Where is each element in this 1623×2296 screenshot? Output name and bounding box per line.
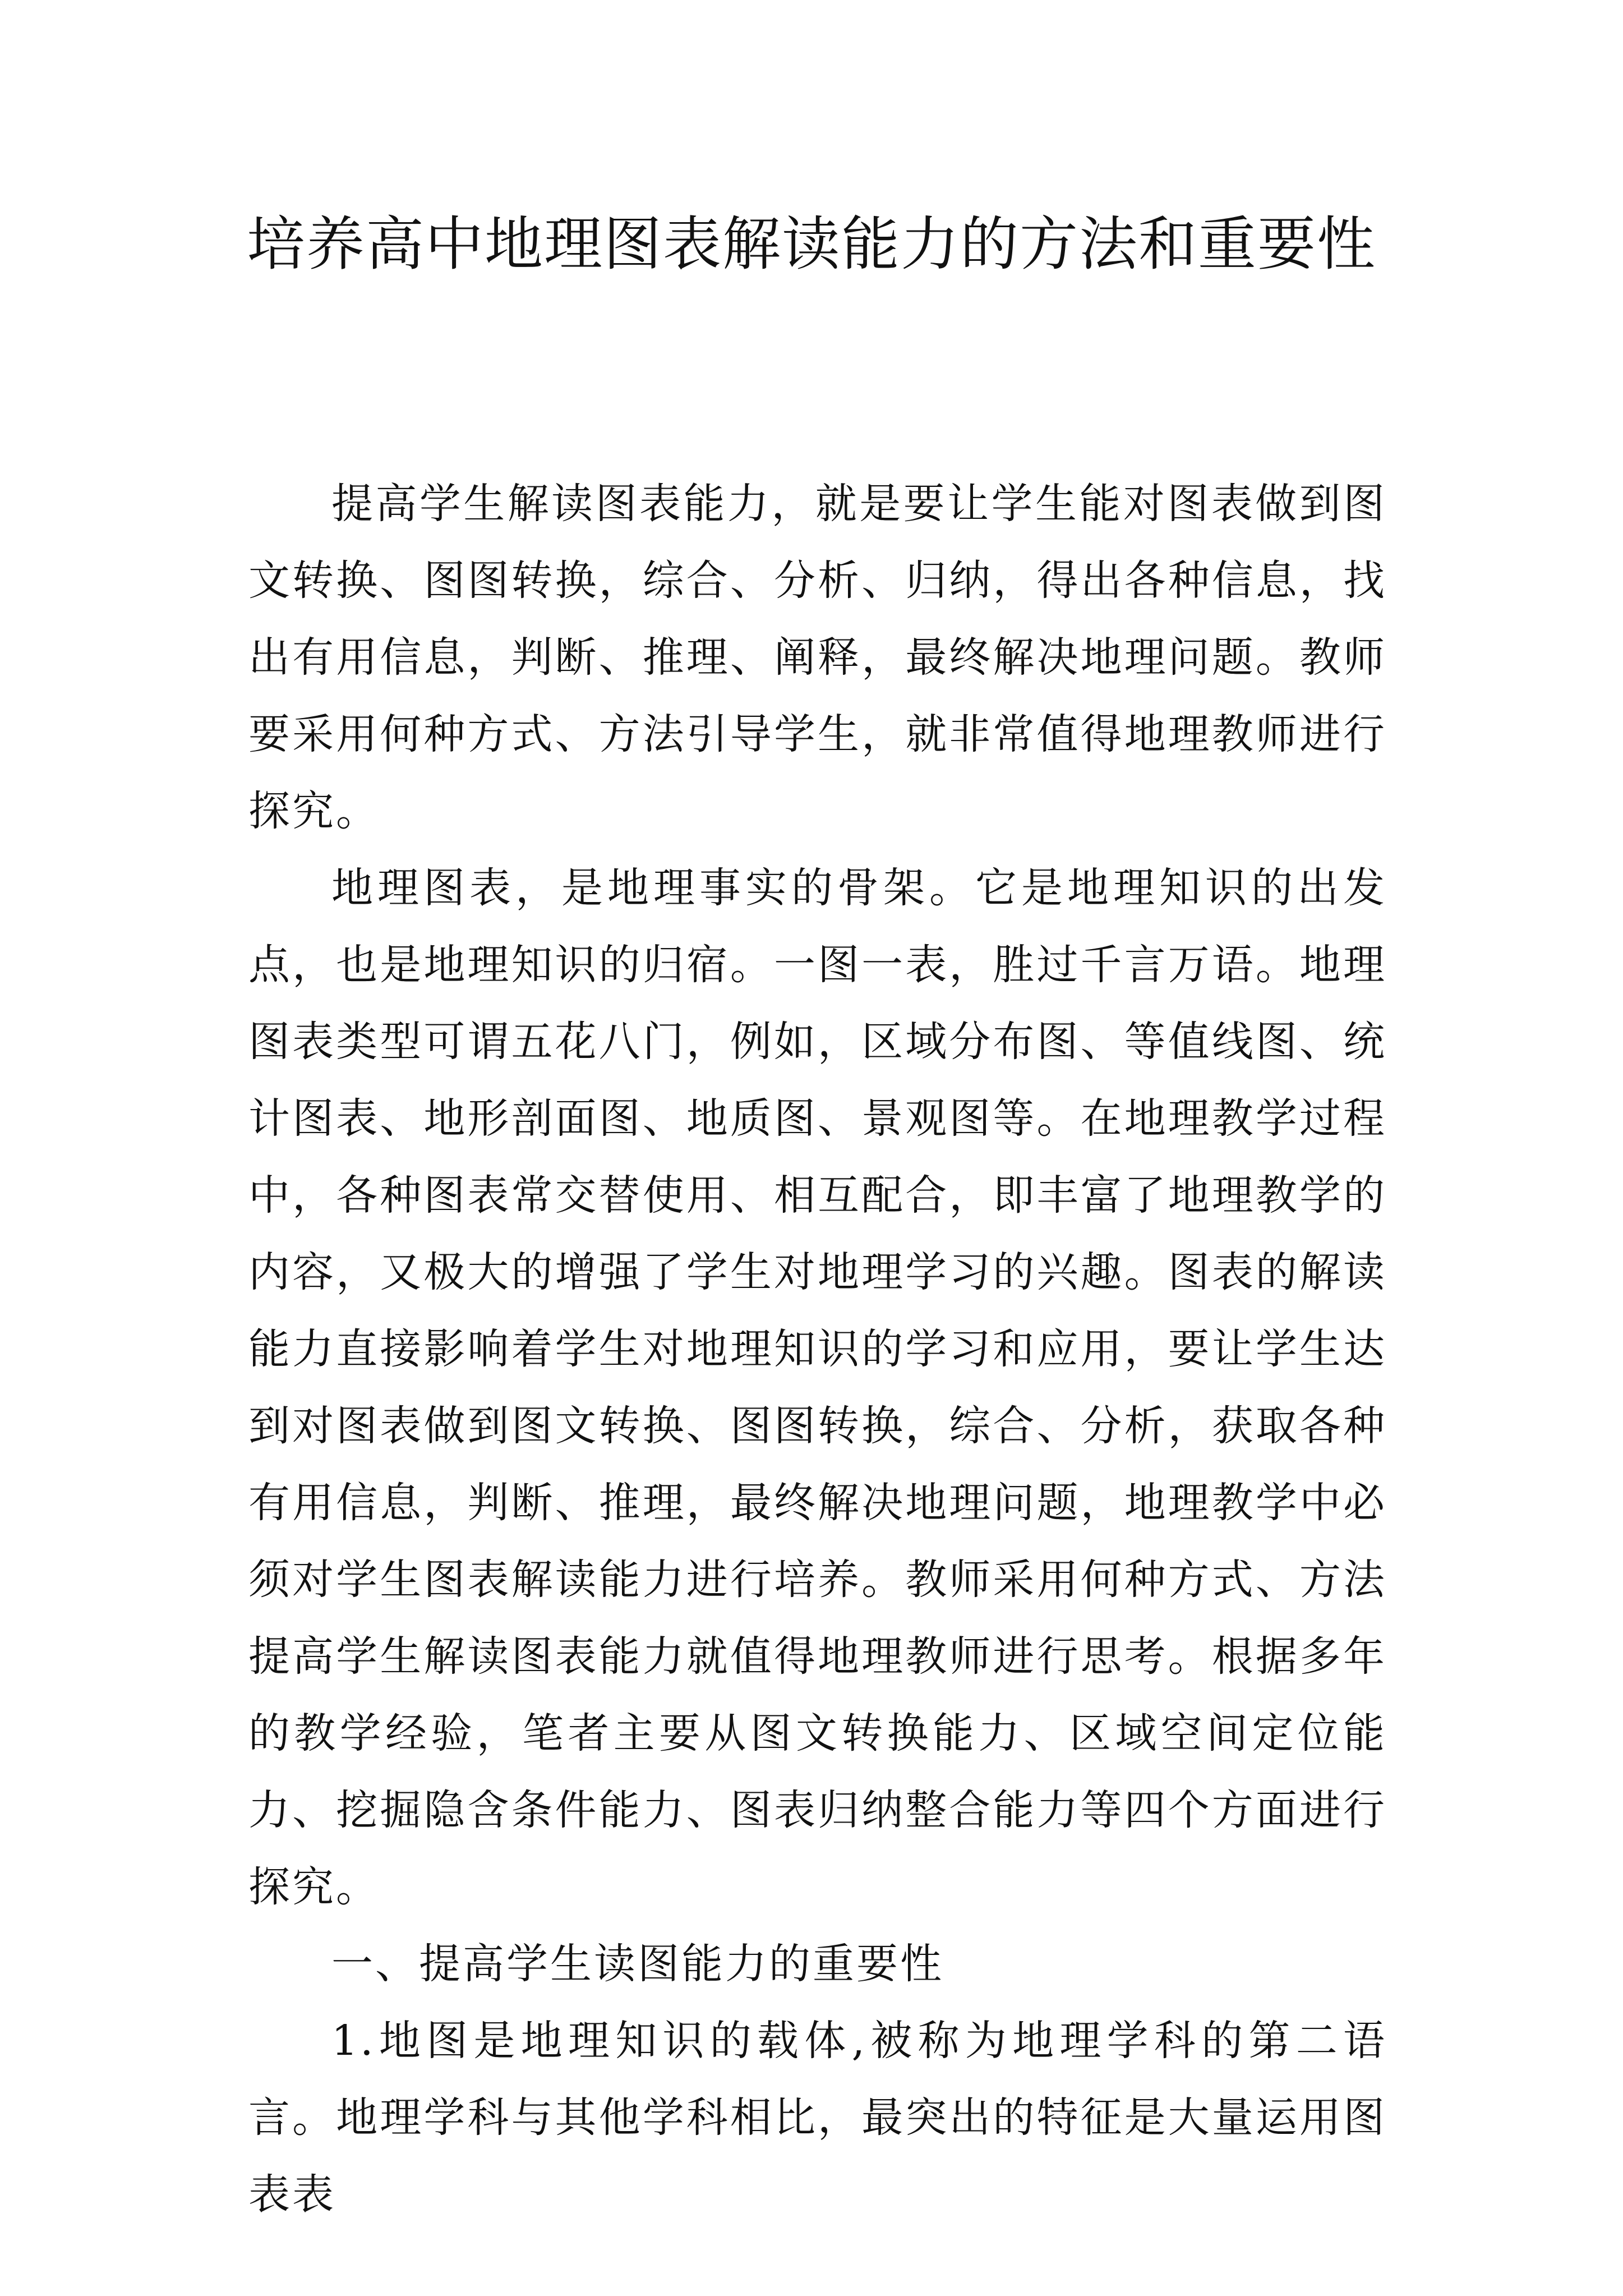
paragraph-map-carrier: 1.地图是地理知识的载体,被称为地理学科的第二语言。地理学科与其他学科相比，最突出的特征是大量运用图表表 <box>248 2017 1387 2219</box>
document-title: 培养高中地理图表解读能力的方法和重要性 <box>246 210 1376 278</box>
document-body <box>248 466 1387 2233</box>
paragraph-intro: 提高学生解读图表能力，就是要让学生能对图表做到图文转换、图图转换，综合、分析、归纳，得出各种信息，找出有用信息，判断、推理、阐释，最终解决地理问题。教师要采用何种方式、方法引导学生，就非常值得地理教师进行探究。 <box>248 480 1387 835</box>
paragraph-geography-charts: 地理图表，是地理事实的骨架。它是地理知识的出发点，也是地理知识的归宿。一图一表，胜过千言万语。地理图表类型可谓五花八门，例如，区域分布图、等值线图、统计图表、地形剖面图、地质图、景观图等。在地理教学过程中，各种图表常交替使用、相互配合，即丰富了地理教学的内容，又极大的增强了学生对地理学习的兴趣。图表的解读能力直接影响着学生对地理知识的学习和应用，要让学生达到对图表做到图文转换、图图转换，综合、分析，获取各种有用信息，判断、推理，最终解决地理问题，地理教学中必须对学生图表解读能力进行培养。教师采用何种方式、方法提高学生解读图表能力就值得地理教师进行思考。根据多年的教学经验，笔者主要从图文转换能力、区域空间定位能力、挖掘隐含条件能力、图表归纳整合能力等四个方面进行探究。 <box>248 864 1387 1911</box>
section-heading-importance: 一、提高学生读图能力的重要性 <box>331 1940 944 1988</box>
